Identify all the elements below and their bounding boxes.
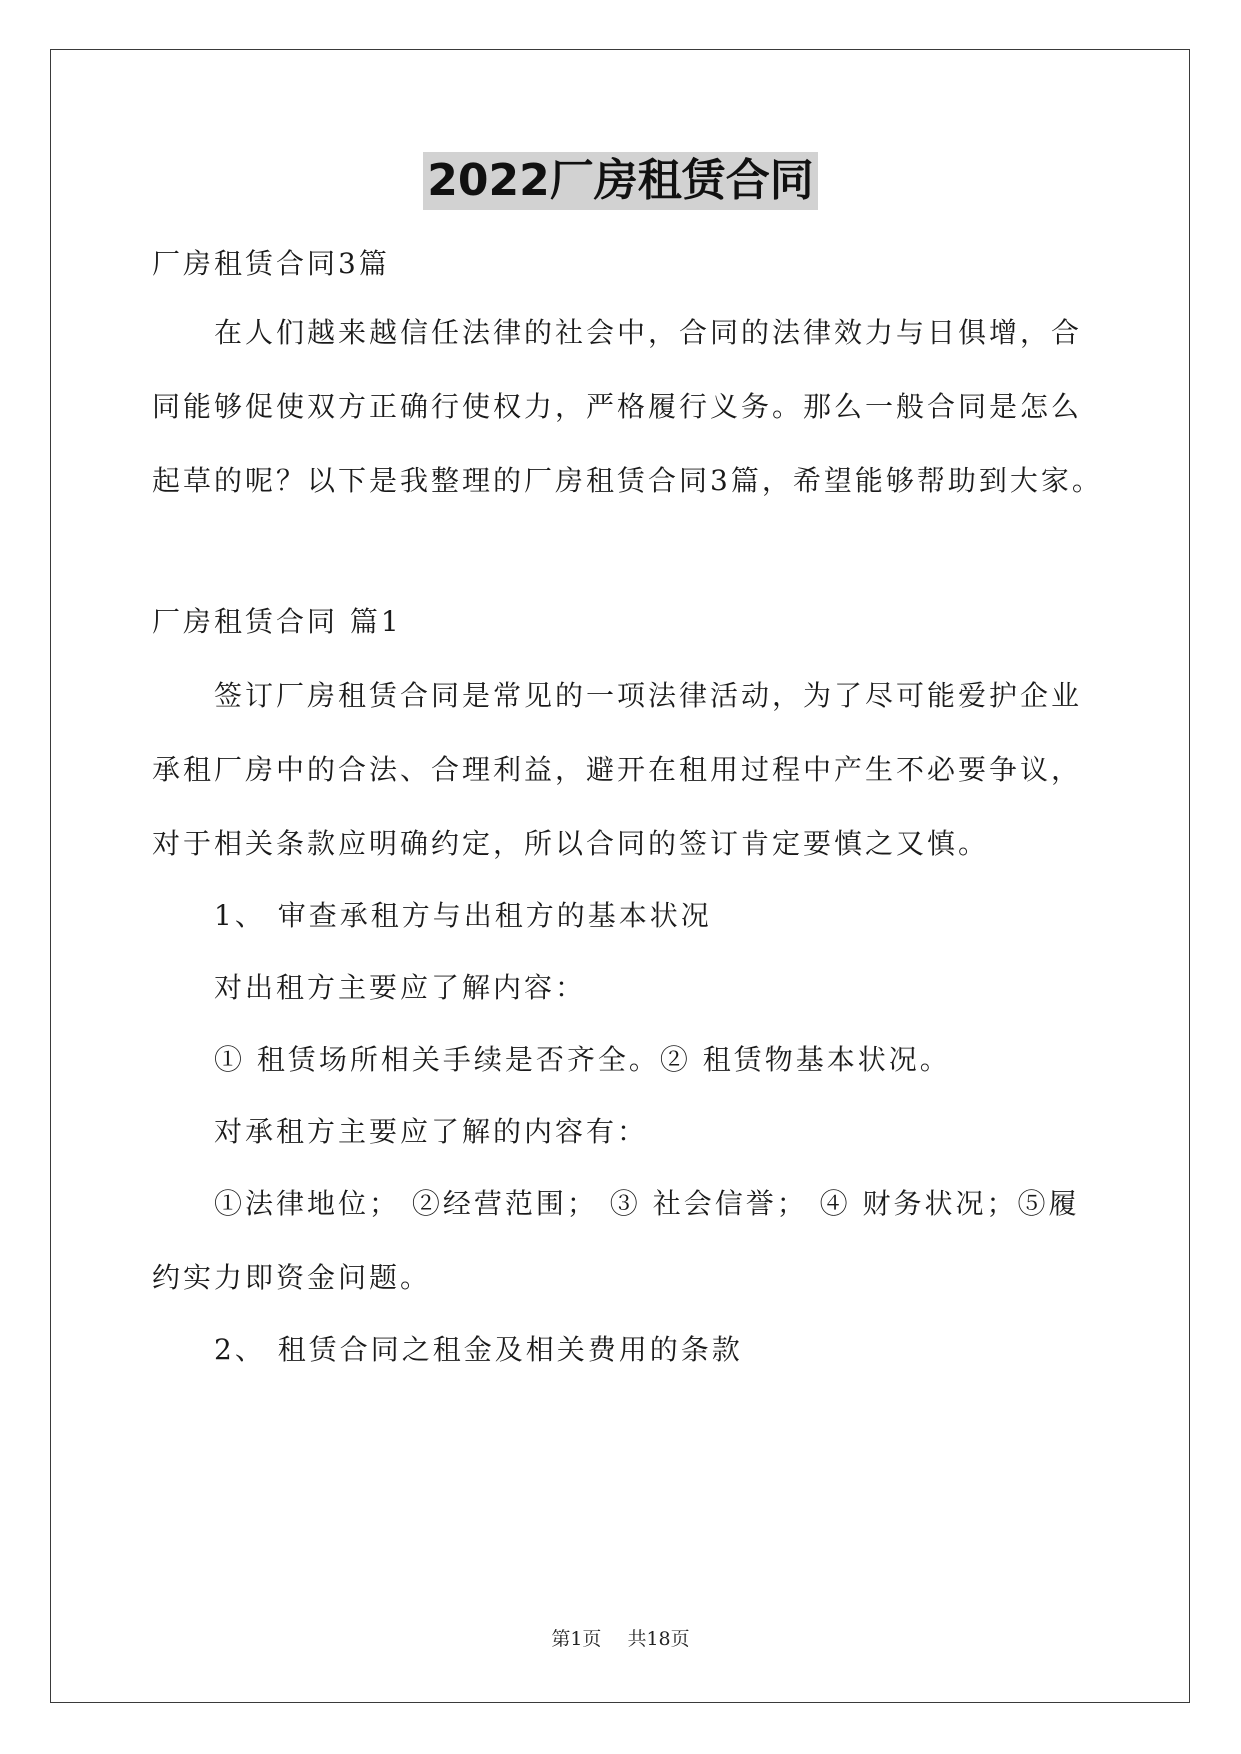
title-container [0, 152, 1241, 210]
total-pages: 共18页 [627, 1628, 690, 1650]
lessee-points-line-1: ①法律地位； ②经营范围； ③ 社会信誉； ④ 财务状况；⑤履 [214, 1187, 1080, 1220]
section-line-2: 承租厂房中的合法、合理利益，避开在租用过程中产生不必要争议， [152, 753, 1083, 786]
page-footer [0, 1624, 1241, 1651]
section-line-1: 签订厂房租赁合同是常见的一项法律活动，为了尽可能爱护企业 [214, 679, 1083, 712]
page-number: 第1页 [551, 1628, 602, 1650]
intro-line-3: 起草的呢？以下是我整理的厂房租赁合同3篇，希望能够帮助到大家。 [152, 464, 1103, 497]
item2-heading: 2、 租赁合同之租金及相关费用的条款 [214, 1333, 743, 1366]
intro-line-2: 同能够促使双方正确行使权力，严格履行义务。那么一般合同是怎么 [152, 390, 1083, 423]
lessee-points-line-2: 约实力即资金问题。 [152, 1261, 432, 1294]
lessor-points: ① 租赁场所相关手续是否齐全。② 租赁物基本状况。 [214, 1043, 951, 1076]
intro-line-1: 在人们越来越信任法律的社会中，合同的法律效力与日俱增，合 [214, 316, 1083, 349]
section-line-3: 对于相关条款应明确约定，所以合同的签订肯定要慎之又慎。 [152, 827, 990, 860]
subtitle: 厂房租赁合同3篇 [152, 247, 390, 280]
document-title: 2022厂房租赁合同 [423, 152, 817, 210]
item1-heading: 1、 审查承租方与出租方的基本状况 [214, 899, 712, 932]
lessor-intro: 对出租方主要应了解内容： [214, 971, 587, 1004]
lessee-intro: 对承租方主要应了解的内容有： [214, 1115, 649, 1148]
section-heading: 厂房租赁合同 篇1 [152, 605, 402, 638]
